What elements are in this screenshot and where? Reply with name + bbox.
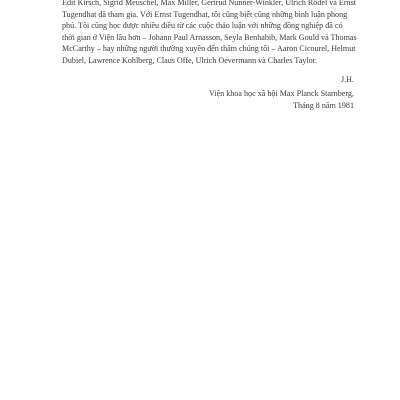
paragraph-line: Dubiel, Lawrence Kohlberg, Claus Offe, Ulrich Oevermann và Charles Taylor. xyxy=(62,55,317,65)
paragraph-line: Edit Kirsch, Sigrid Meuschel, Max Miller, Gertrud Nunner-Winkler, Ulrich Rödel và Ernst xyxy=(62,0,356,7)
paragraph-line: McCarthy – hay những người thường xuyên đến thăm chúng tôi – Aaron Cicourel, Helmut xyxy=(62,44,356,54)
paragraph-line: Tugendhat đã tham gia. Với Ernst Tugendhat, tôi cũng biết cũng những bình luận phong xyxy=(62,9,348,19)
signature-date: Tháng 8 năm 1981 xyxy=(293,101,354,110)
body-paragraph xyxy=(62,0,362,67)
author-initials: J.H. xyxy=(340,75,354,84)
paragraph-line: thời gian ở Viện lâu hơn – Johann Paul Arnasson, Seyla Benhabib, Mark Gould và Thomas xyxy=(62,32,357,42)
institute-name: Viện khoa học xã hội Max Planck Starnberg, xyxy=(208,89,354,98)
paragraph-line: phú. Tôi cũng học được nhiều điều từ các cuộc thảo luận với những đồng nghiệp đã có xyxy=(62,21,343,31)
